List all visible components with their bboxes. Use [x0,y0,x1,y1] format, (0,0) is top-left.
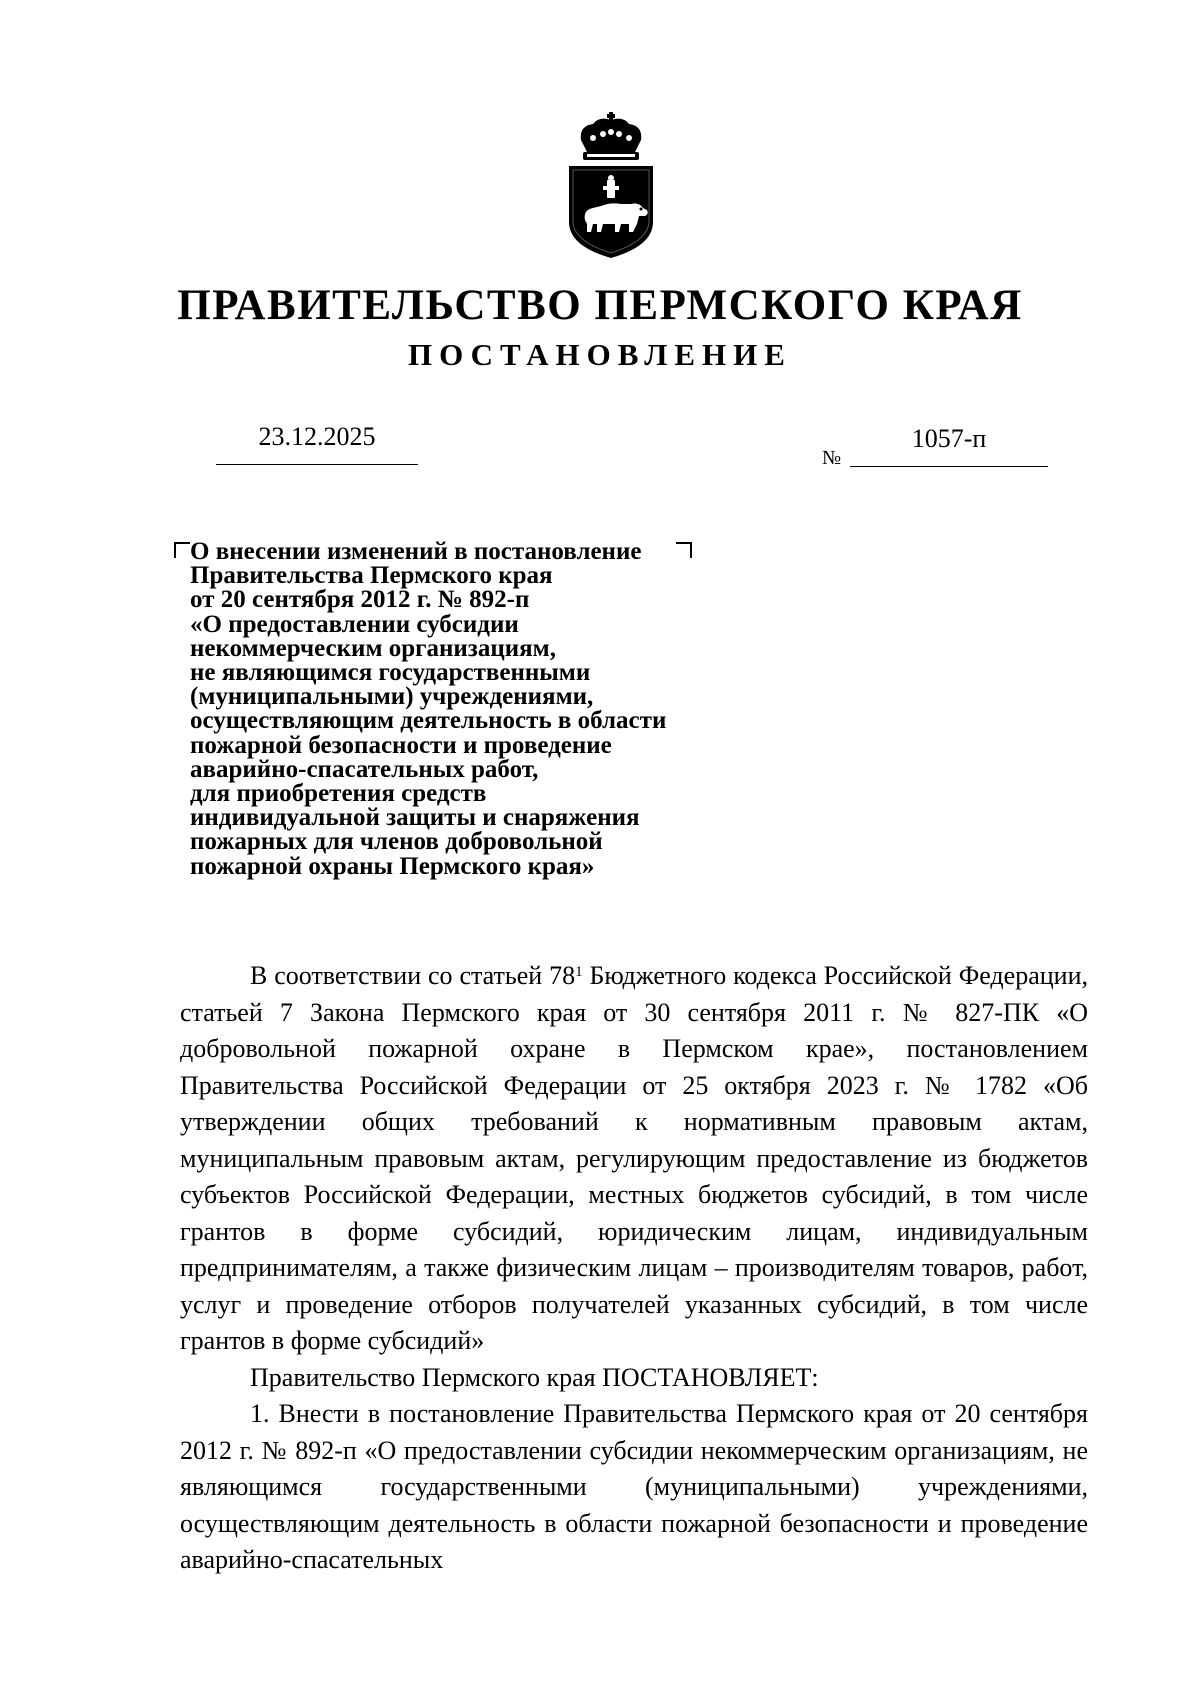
government-title: ПРАВИТЕЛЬСТВО ПЕРМСКОГО КРАЯ [177,282,1023,329]
article-superscript: 1 [575,964,583,980]
document-date: 23.12.2025 [258,422,376,451]
subject-line: некоммерческим организациям, [190,634,556,662]
document-number: 1057-п [911,424,987,453]
document-date-field [216,418,418,468]
document-number-field [822,420,1048,470]
document-subject [190,540,750,879]
subject-line: не являющимся государственными [190,659,591,687]
date-underline [216,464,418,465]
subject-line: для приобретения средств [190,780,487,808]
resolution-statement: Правительство Пермского края ПОСТАНОВЛЯЕТ: [250,1362,819,1392]
subject-line: аварийно-спасательных работ, [190,755,539,783]
subject-line: осуществляющим деятельность в области [190,707,667,735]
perm-krai-coat-of-arms-icon [563,112,659,264]
subject-line: (муниципальными) учреждениями, [190,683,594,711]
subject-line: от 20 сентября 2012 г. № 892-п [190,586,530,614]
subject-line: О внесении изменений в постановление [190,538,642,565]
number-underline [850,466,1048,467]
preamble-start: В соответствии со статьей 78 [250,961,576,990]
subject-line: пожарной охраны Пермского края» [190,852,595,880]
subject-bracket-left [174,542,190,558]
preamble-paragraph [180,958,1088,1360]
document-type: ПОСТАНОВЛЕНИЕ [408,337,792,372]
subject-line: пожарных для членов добровольной [190,828,603,856]
number-sign: № [822,447,842,469]
subject-line: индивидуальной защиты и снаряжения [190,804,640,832]
clause-1-paragraph: 1. Внести в постановление Правительства Пермского края от 20 сентября 2012 г. № 892-п «О предоставлении субсидии некоммерческим организациям, не являющимся государственными (муниципальными) учреждениями, осуществляющим деятельность в области пожарной безопасности и проведение аварийно-спасательных [180,1399,1088,1574]
subject-line: пожарной безопасности и проведение [190,731,612,759]
preamble-rest: Бюджетного кодекса Российской Федерации, статьей 7 Закона Пермского края от 30 сентября 2011 г. № 827-ПК «О добровольной пожарной охране в Пермском крае», постановлением Правительства Российской Федерации от 25 октября 2023 г. № 1782 «Об утверждении общих требований к нормативным правовым актам, муниципальным правовым актам, регулирующим предоставление из бюджетов субъектов Российской Федерации, местных бюджетов субсидий, в том числе грантов в форме субсидий, юридическим лицам, индивидуальным предпринимателям, а также физическим лицам – производителям товаров, работ, услуг и проведение отборов получателей указанных субсидий, в том числе грантов в форме субсидий» [180,961,1088,1355]
document-body [180,958,1088,1579]
subject-line: «О предоставлении субсидии [190,610,519,638]
subject-line: Правительства Пермского края [190,562,553,590]
